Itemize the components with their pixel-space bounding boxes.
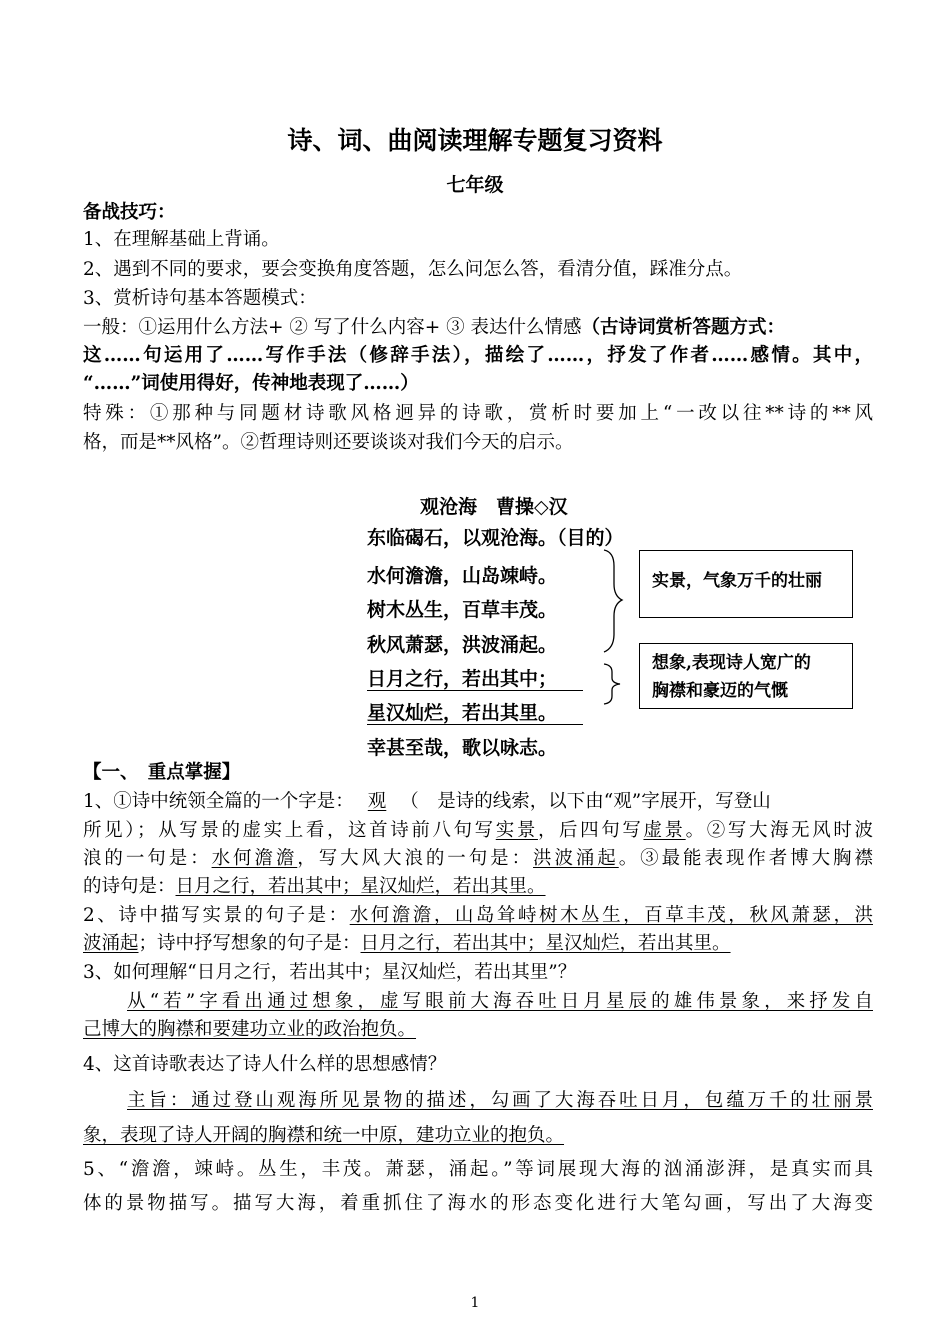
poem-line: 树木丛生，百草丰茂。 [367,599,558,621]
poem-line: 星汉灿烂，若出其里。 [367,702,558,724]
tips-special-line-2: 格，而是**风格”。②哲理诗则还要谈谈对我们今天的启示。 [83,432,574,453]
tips-general-line-2: 这……句运用了……写作手法（修辞手法），描绘了……，抒发了作者……感情。其中， [83,345,873,366]
answer-blank: 日月之行，若出其中；星汉灿烂，若出其里。 [360,933,731,954]
annotation-text: 实景，气象万千的壮丽 [652,571,822,591]
answer-blank: 观 [367,791,387,812]
tips-item-1: 1、在理解基础上背诵。 [83,229,280,250]
tips-general-text: 一般：①运用什么方法+ ② 写了什么内容+ ③ 表达什么情感 [83,317,582,338]
q4-answer-line-1: 主旨：通过登山观海所见景物的描述，勾画了大海吞吐日月，包蕴万千的壮丽景 [127,1090,873,1111]
q5-line-1: 5、“澹澹，竦峙。丛生，丰茂。萧瑟，涌起。”等词展现大海的汹涌澎湃，是真实而具 [83,1159,873,1180]
tips-item-3: 3、赏析诗句基本答题模式： [83,288,317,309]
q5-line-2: 体的景物描写。描写大海，着重抓住了海水的形态变化进行大笔勾画，写出了大海变 [83,1193,873,1214]
text-run: 浪的一句是： [83,848,212,869]
q1-line-1 [83,789,873,815]
answer-blank: 洪波涌起 [533,848,619,869]
section-heading: 【一、 重点掌握】 [83,762,241,783]
answer-blank: 虚景 [643,820,686,841]
q1-line-4 [83,874,873,900]
q2-line-1 [83,903,873,929]
brace-icon [600,548,630,658]
annotation-box-real-scene [639,550,853,618]
page-number: 1 [470,1295,480,1311]
q2-line-2 [83,931,873,957]
tips-heading: 备战技巧： [83,202,176,223]
tips-general-line-1 [83,315,873,341]
q4-question: 4、这首诗歌表达了诗人什么样的思想感情？ [83,1054,447,1075]
poem-line: 东临碣石，以观沧海。（目的） [367,527,624,549]
answer-blank: 波涌起 [83,933,139,954]
text-run: 的诗句是： [83,876,176,897]
annotation-text: 胸襟和豪迈的气慨 [652,681,788,701]
answer-blank: 实景 [495,820,538,841]
text-run: 所见）；从写景的虚实上看，这首诗前八句写 [83,820,496,841]
text-run: ，写大风大浪的一句是： [297,848,534,869]
tips-general-format: （古诗词赏析答题方式： [581,317,786,338]
tips-general-line-3: “……”词使用得好，传神地表现了……） [83,373,419,394]
page-title: 诗、词、曲阅读理解专题复习资料 [287,126,663,155]
answer-blank: 水何澹澹 [211,848,298,869]
q3-answer-line-2: 己博大的胸襟和要建功立业的政治抱负。 [83,1019,417,1040]
poem-line: 日月之行，若出其中； [367,668,558,690]
poem-title: 观沧海 曹操◇汉 [420,496,568,518]
q1-line-2 [83,818,873,844]
grade-label: 七年级 [446,174,504,196]
poem-underline [367,690,583,691]
q1-line-3 [83,846,873,872]
poem-line: 幸甚至哉，歌以咏志。 [367,737,558,759]
tips-special-line-1: 特殊：①那种与同题材诗歌风格迥异的诗歌，赏析时要加上“一改以往**诗的**风 [83,403,873,424]
text-run: ，后四句写 [537,820,644,841]
annotation-box-imagination [639,643,853,709]
q4-answer-line-2: 象，表现了诗人开阔的胸襟和统一中原，建功立业的抱负。 [83,1125,565,1146]
text-run: （ 是诗的线索，以下由“观”字展开，写登山 [400,791,771,812]
text-run: 。②写大海无风时波 [685,820,873,841]
poem-underline [367,724,583,725]
annotation-text: 想象,表现诗人宽广的 [652,653,811,673]
text-run: 1、①诗中统领全篇的一个字是： [83,791,354,812]
answer-blank: 日月之行，若出其中；星汉灿烂，若出其里。 [175,876,546,897]
tips-item-2: 2、遇到不同的要求，要会变换角度答题，怎么问怎么答，看清分值，踩准分点。 [83,259,743,280]
text-run: ；诗中抒写想象的句子是： [138,933,361,954]
poem-line: 水何澹澹，山岛竦峙。 [367,565,558,587]
brace-icon [600,662,630,706]
poem-line: 秋风萧瑟，洪波涌起。 [367,634,558,656]
answer-blank: 水何澹澹，山岛耸峙树木丛生，百草丰茂，秋风萧瑟，洪 [349,905,873,926]
text-run: 2、诗中描写实景的句子是： [83,905,350,926]
text-run: 。③最能表现作者博大胸襟 [618,848,873,869]
q3-answer-line-1: 从“若”字看出通过想象，虚写眼前大海吞吐日月星辰的雄伟景象，来抒发自 [127,991,873,1012]
q3-question: 3、如何理解“日月之行，若出其中；星汉灿烂，若出其里”？ [83,962,577,983]
